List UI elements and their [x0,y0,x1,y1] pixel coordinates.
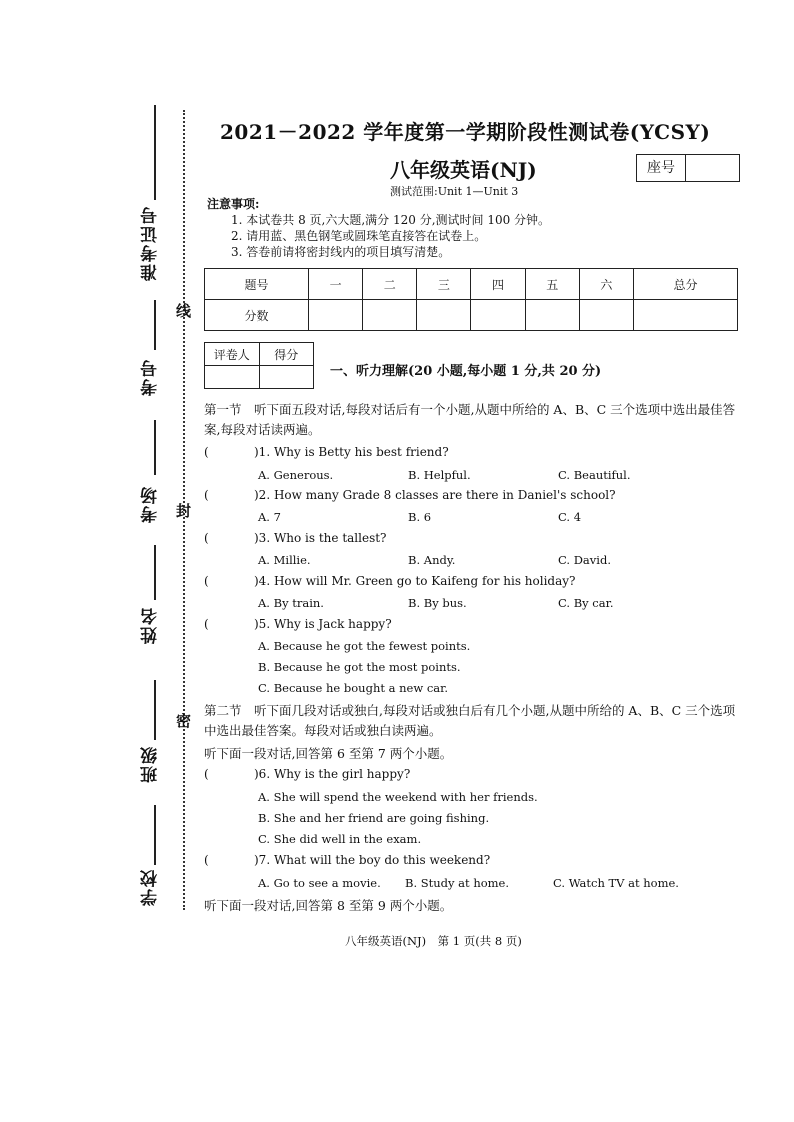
score-cell-header: 总分 [633,269,737,300]
option-c: C. 4 [558,510,582,524]
grader-label: 评卷人 [205,343,260,366]
seat-number-label: 座号 [637,155,686,181]
option-b: B. 6 [408,510,432,524]
name-blank[interactable] [154,545,156,600]
grader-name-blank[interactable] [205,366,260,389]
seal-seal-char: 封 [176,502,192,520]
name-label: 姓名 [141,606,161,644]
option-a: A. Because he got the fewest points. [258,639,471,653]
option-b: B. Helpful. [408,468,471,482]
option-c: C. By car. [558,596,614,610]
answer-blank[interactable]: ( [204,574,209,588]
question-stem: )2. How many Grade 8 classes are there in Daniel's school? [254,488,616,502]
exam-title: 2021－2022 学年度第一学期阶段性测试卷(YCSY) [220,120,711,144]
score-row-label: 分数 [205,300,309,331]
score-cell-header: 六 [579,269,633,300]
option-b: B. Because he got the most points. [258,660,461,674]
exam-room-blank[interactable] [154,420,156,475]
question-stem: )5. Why is Jack happy? [254,617,392,631]
option-a: A. Generous. [258,468,334,482]
score-cell-header: 题号 [205,269,309,300]
option-a: A. She will spend the weekend with her friends. [258,790,538,804]
option-c: C. Because he bought a new car. [258,681,449,695]
question-2 [204,488,616,502]
score-cell-blank[interactable] [417,300,471,331]
answer-blank[interactable]: ( [204,488,209,502]
grader-table [204,342,314,389]
score-cell-header: 四 [471,269,525,300]
score-cell-blank[interactable] [633,300,737,331]
test-range: 测试范围:Unit 1—Unit 3 [390,185,519,198]
score-cell-blank[interactable] [525,300,579,331]
score-cell-blank[interactable] [363,300,417,331]
score-table-header-row [205,269,738,300]
notes-item: 2. 请用蓝、黑色钢笔或圆珠笔直接答在试卷上。 [231,229,487,243]
question-1 [204,445,449,459]
seat-number-field[interactable] [686,155,739,181]
option-a: A. By train. [258,596,324,610]
question-stem: )6. Why is the girl happy? [254,767,411,781]
notes-heading: 注意事项: [207,197,260,211]
answer-blank[interactable]: ( [204,853,209,867]
score-cell-blank[interactable] [579,300,633,331]
intro-q6-7: 听下面一段对话,回答第 6 至第 7 两个小题。 [204,746,453,761]
seal-secret-char: 密 [176,712,192,730]
section-title: 一、听力理解(20 小题,每小题 1 分,共 20 分) [330,364,602,379]
question-7 [204,853,490,867]
question-6 [204,767,410,781]
notes-block [207,196,550,260]
option-c: C. Beautiful. [558,468,631,482]
option-c: C. Watch TV at home. [553,876,679,890]
question-5 [204,617,392,631]
test-number-blank[interactable] [154,300,156,350]
exam-room-label: 考场 [141,485,161,523]
page-footer: 八年级英语(NJ) 第 1 页(共 8 页) [345,934,522,948]
grader-score-label: 得分 [259,343,314,366]
question-stem: )7. What will the boy do this weekend? [254,853,491,867]
seat-number-box [636,154,740,182]
question-4 [204,574,575,588]
exam-number-blank[interactable] [154,105,156,200]
score-table [204,268,738,331]
question-3 [204,531,387,545]
test-number-label: 考号 [141,358,161,396]
option-c: C. She did well in the exam. [258,832,422,846]
answer-blank[interactable]: ( [204,767,209,781]
score-cell-header: 二 [363,269,417,300]
seal-line-char: 线 [176,302,192,320]
answer-blank[interactable]: ( [204,445,209,459]
question-stem: )3. Who is the tallest? [254,531,387,545]
score-cell-blank[interactable] [309,300,363,331]
part1-instructions: 第一节 听下面五段对话,每段对话后有一个小题,从题中所给的 A、B、C 三个选项中选出最佳答案,每段对话读两遍。 [204,402,736,437]
school-label: 学校 [141,868,161,906]
question-stem: )1. Why is Betty his best friend? [254,445,449,459]
grader-score-blank[interactable] [259,366,314,389]
intro-q8-9: 听下面一段对话,回答第 8 至第 9 两个小题。 [204,898,453,913]
score-cell-header: 一 [309,269,363,300]
option-b: B. By bus. [408,596,467,610]
class-label: 班级 [141,745,161,783]
question-stem: )4. How will Mr. Green go to Kaifeng for his holiday? [254,574,576,588]
notes-item: 3. 答卷前请将密封线内的项目填写清楚。 [231,245,451,259]
exam-subtitle: 八年级英语(NJ) [390,158,537,182]
option-b: B. Andy. [408,553,456,567]
exam-number-label: 准考证号 [141,205,161,281]
option-a: A. Millie. [258,553,311,567]
option-b: B. She and her friend are going fishing. [258,811,490,825]
option-a: A. Go to see a movie. [258,876,381,890]
score-cell-header: 三 [417,269,471,300]
option-a: A. 7 [258,510,281,524]
option-b: B. Study at home. [405,876,510,890]
part2-instructions: 第二节 听下面几段对话或独白,每段对话或独白后有几个小题,从题中所给的 A、B、C 三个选项中选出最佳答案。每段对话或独白读两遍。 [204,703,736,738]
score-table-score-row [205,300,738,331]
answer-blank[interactable]: ( [204,531,209,545]
school-blank[interactable] [154,805,156,865]
score-cell-header: 五 [525,269,579,300]
notes-item: 1. 本试卷共 8 页,六大题,满分 120 分,测试时间 100 分钟。 [231,213,551,227]
option-c: C. David. [558,553,611,567]
class-blank[interactable] [154,680,156,740]
answer-blank[interactable]: ( [204,617,209,631]
score-cell-blank[interactable] [471,300,525,331]
